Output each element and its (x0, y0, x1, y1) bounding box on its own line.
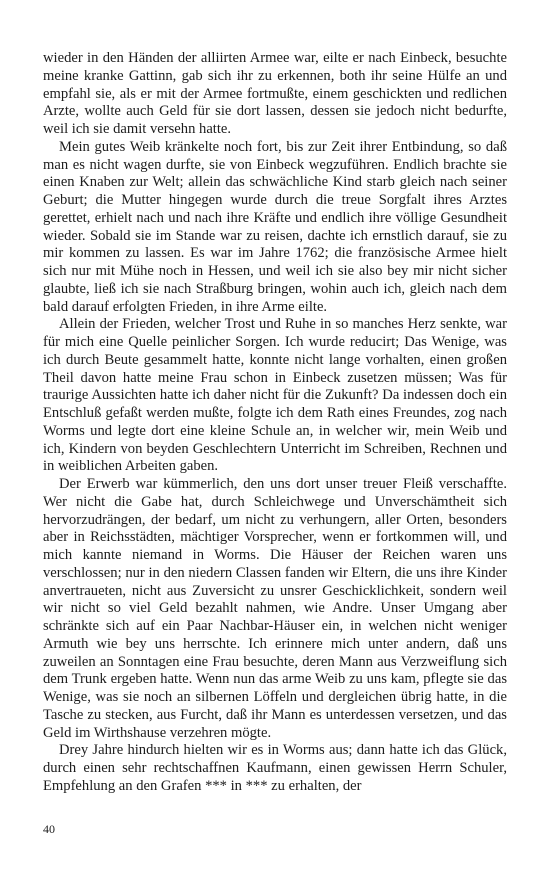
paragraph-4: Der Erwerb war kümmerlich, den uns dort unser treuer Fleiß verschaffte. Wer nicht die Gabe hat, durch Schleichwege und Unverschämtheit sich hervorzudrängen, der bedarf, um nicht zu verhungern, aller Orten, besonders aber in Reichsstädten, mächtiger Vorsprecher, wenn er fortkommen will, und mich kannte niemand in Worms. Die Häuser der Reichen waren uns verschlossen; nur in den niedern Classen fanden wir Eltern, die uns ihre Kinder anvertraueten, nicht aus Zuversicht zu unsrer Geschicklichkeit, sondern weil wir nicht so viel Geld bezahlt nahmen, wie Andre. Unser Umgang aber schränkte sich auf ein Paar Nachbar-Häuser ein, in welchen nicht weniger Armuth wie bey uns herrschte. Ich erinnere mich unter andern, daß uns zuweilen an Sonntagen eine Frau besuchte, deren Mann aus Verzweiflung sich dem Trunk ergeben hatte. Wenn nun das arme Weib zu uns kam, pflegte sie das Wenige, was sie noch an silbernen Löffeln und dergleichen übrig hatte, in die Tasche zu stecken, aus Furcht, daß ihr Mann es unterdessen versetzen, und das Geld im Wirthshause verzehren mögte. (43, 476, 507, 741)
paragraph-2: Mein gutes Weib kränkelte noch fort, bis zur Zeit ihrer Entbindung, so daß man es nicht wagen durfte, sie von Einbeck wegzuführen. Endlich brachte sie einen Knaben zur Welt; allein das schwächliche Kind starb gleich nach seiner Geburt; die Mutter hingegen wurde durch die treue Sorgfalt ihres Arztes gerettet, erhielt nach und nach ihre Kräfte und endlich ihre völlige Gesundheit wieder. Sobald sie im Stande war zu reisen, dachte ich ernstlich darauf, sie zu mir kommen zu lassen. Es war im Jahre 1762; die französische Armee hielt sich nur mit Mühe noch in Hessen, und weil ich sie also bey mir nicht sicher glaubte, ließ ich sie nach Straßburg bringen, wohin auch ich, gleich nach dem bald darauf erfolgten Frieden, in ihre Arme eilte. (43, 138, 507, 315)
paragraph-1: wieder in den Händen der alliirten Armee war, eilte er nach Einbeck, besuchte meine kranke Gattinn, gab sich ihr zu erkennen, both ihr seine Hülfe an und empfahl sie, als er mit der Armee fortmußte, einem geschickten und redlichen Arzte, wollte auch Geld für sie dort lassen, dessen sie jedoch nicht bedurfte, weil ich sie damit versehn hatte. (43, 50, 507, 137)
paragraph-5: Drey Jahre hindurch hielten wir es in Worms aus; dann hatte ich das Glück, durch einen sehr rechtschaffnen Kaufmann, einen gewissen Herrn Schuler, Empfehlung an den Grafen *** in *** zu erhalten, der (43, 742, 507, 794)
body-text (43, 50, 507, 796)
paragraph-3: Allein der Frieden, welcher Trost und Ruhe in so manches Herz senkte, war für mich eine Quelle peinlicher Sorgen. Ich wurde reducirt; Das Wenige, was ich durch Beute gesammelt hatte, konnte nicht lange vorhalten, einen großen Theil davon hatte meine Frau schon in Einbeck zusetzen müssen; Was für traurige Aussichten hatte ich daher nicht für die Zukunft? Da indessen doch ein Entschluß gefaßt werden mußte, folgte ich dem Rath eines Freundes, zog nach Worms und legte dort eine kleine Schule an, in welcher wir, mein Weib und ich, Kindern von beyden Geschlechtern Unterricht im Schreiben, Rechnen und in weiblichen Arbeiten gaben. (43, 316, 507, 475)
page-number: 40 (43, 822, 55, 836)
